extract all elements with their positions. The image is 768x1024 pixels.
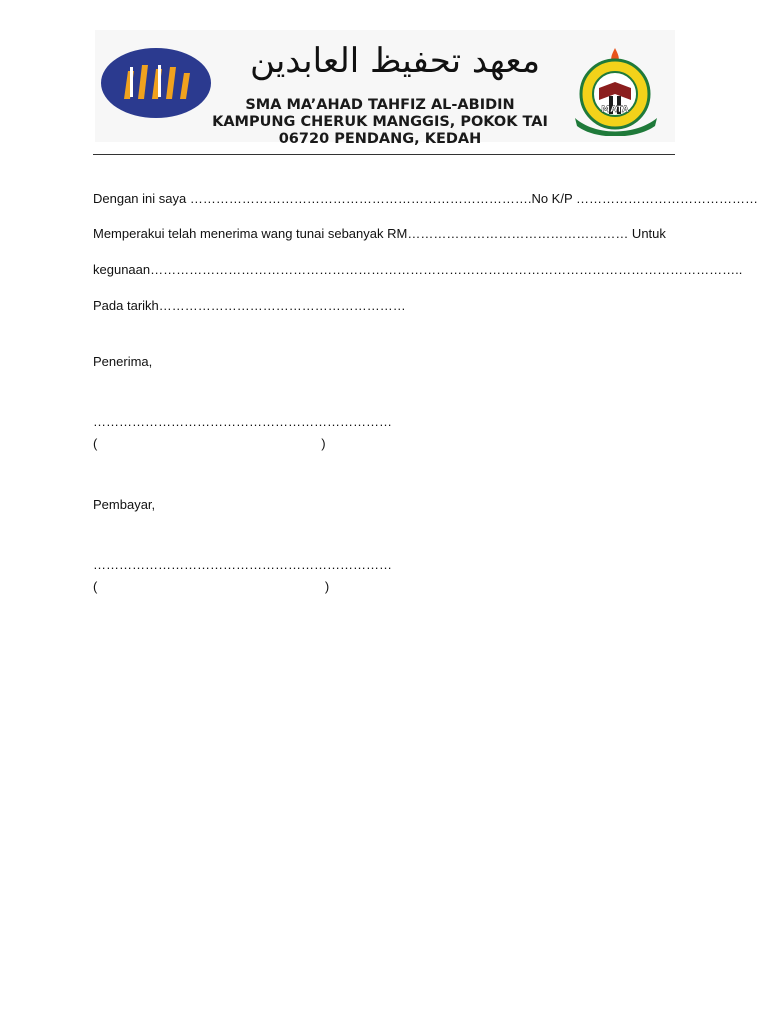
- letterhead: [95, 30, 675, 147]
- receiver-signature-line: ……………………………………………………………: [93, 414, 392, 429]
- payer-name-field: ( ): [93, 579, 330, 594]
- amount-line: Memperakui telah menerima wang tunai sebanyak RM…………………………………………… Untuk: [93, 226, 666, 241]
- header-divider: [93, 154, 675, 155]
- receiver-label: Penerima,: [93, 354, 153, 369]
- address-line-2: 06720 PENDANG, KEDAH: [278, 131, 482, 147]
- school-crest-right: [565, 44, 673, 136]
- school-name: SMA MA’AHAD TAHFIZ AL-ABIDIN: [245, 97, 515, 113]
- arabic-school-title: معهد تحفيظ العابدين: [249, 41, 541, 81]
- payer-label: Pembayar,: [93, 497, 156, 512]
- purpose-line: kegunaan………………………………………………………………………………………………………………………..: [93, 262, 743, 277]
- date-line: Pada tarikh…………………………………………………: [93, 298, 406, 313]
- payer-signature-line: ……………………………………………………………: [93, 557, 392, 572]
- declarant-line: Dengan ini saya …………………………………………………………………….No K/P ……………………………………: [93, 191, 759, 206]
- school-logo-left: [100, 47, 212, 119]
- address-line-1: KAMPUNG CHERUK MANGGIS, POKOK TAI: [212, 114, 548, 130]
- crest-text: MATA: [601, 105, 629, 115]
- receiver-name-field: ( ): [93, 436, 326, 451]
